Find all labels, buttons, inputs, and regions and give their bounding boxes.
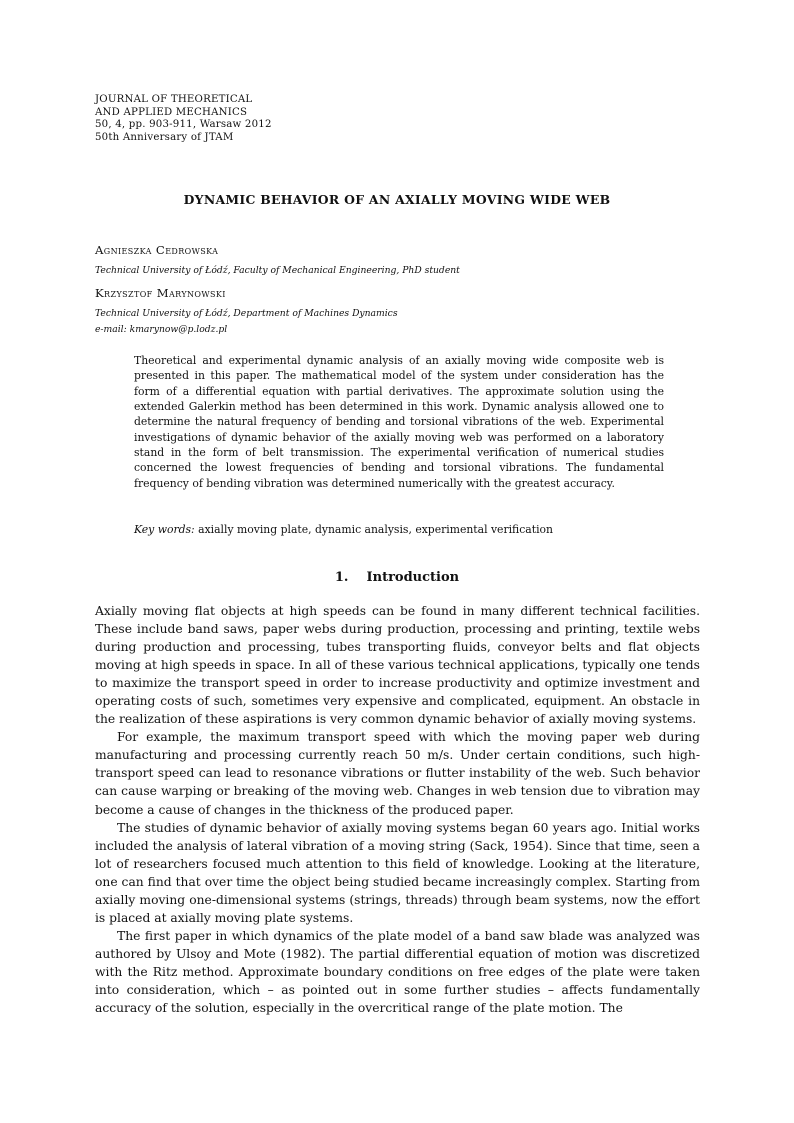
- keywords: [134, 523, 553, 536]
- paragraph-2: For example, the maximum transport speed with which the moving paper web during manufacturing and processing currently reach 50 m/s. Under certain conditions, such high-transport speed can lead to resonance vibrations or flutter instability of the web. Such behavior can cause warping or breaking of the moving web. Changes in web tension due to vibration may become a cause of changes in the thickness of the produced paper.: [95, 730, 700, 817]
- author-affiliation-2: Technical University of Łódź, Department of Machines Dynamics: [95, 308, 398, 319]
- paragraph-3: The studies of dynamic behavior of axially moving systems began 60 years ago. Initial works included the analysis of lateral vibration of a moving string (Sack, 1954). Since that time, seen a lot of researchers focused much attention to this field of knowledge. Looking at the literature, one can find that over time the object being studied became increasingly complex. Starting from axially moving one-dimensional systems (strings, threads) through beam systems, now the effort is placed at axially moving plate systems.: [95, 820, 700, 925]
- paper-title: DYNAMIC BEHAVIOR OF AN AXIALLY MOVING WIDE WEB: [183, 192, 611, 207]
- author-name-2: Krzysztof Marynowski: [95, 286, 226, 300]
- keywords-text: axially moving plate, dynamic analysis, experimental verification: [194, 523, 553, 536]
- keywords-label: Key words:: [134, 523, 195, 536]
- journal-name-line-2: AND APPLIED MECHANICS: [95, 106, 248, 118]
- paragraph-1: Axially moving flat objects at high speeds can be found in many different technical facilities. These include band saws, paper webs during production, processing and printing, textile webs during production and processing, tubes transporting fluids, conveyor belts and flat objects moving at high speeds in space. In all of these various technical applications, typically one tends to maximize the transport speed in order to increase productivity and optimize investment and operating costs of such, sometimes very expensive and complicated, equipment. An obstacle in the realization of these aspirations is very common dynamic behavior of axially moving systems.: [95, 604, 700, 727]
- author-affiliation-1: Technical University of Łódź, Faculty of Mechanical Engineering, PhD student: [95, 265, 460, 276]
- journal-name-line-1: JOURNAL OF THEORETICAL: [95, 94, 253, 105]
- introduction-body: [95, 602, 700, 1017]
- journal-volume-pages: 50, 4, pp. 903-911, Warsaw 2012: [95, 119, 272, 131]
- author-email: e-mail: kmarynow@p.lodz.pl: [95, 324, 228, 335]
- journal-anniversary: 50th Anniversary of JTAM: [95, 131, 234, 143]
- journal-header: [95, 94, 272, 144]
- paragraph-4: The first paper in which dynamics of the plate model of a band saw blade was analyzed was authored by Ulsoy and Mote (1982). The partial differential equation of motion was discretized with the Ritz method. Approximate boundary conditions on free edges of the plate were taken into consideration, which – as pointed out in some further studies – affects fundamentally accuracy of the solution, especially in the overcritical range of the plate motion. The: [95, 928, 700, 1016]
- author-name-1: Agnieszka Cedrowska: [95, 243, 219, 257]
- abstract: Theoretical and experimental dynamic analysis of an axially moving wide composite web is presented in this paper. The mathematical model of the system under consideration has the form of a differential equation with partial derivatives. The approximate solution using the extended Galerkin method has been determined in this work. Dynamic analysis allowed one to determine the natural frequency of bending and torsional vibrations of the web. Experimental investigations of dynamic behavior of the axially moving web was performed on a laboratory stand in the form of belt transmission. The experimental verification of numerical studies concerned the lowest frequencies of bending and torsional vibrations. The fundamental frequency of bending vibration was determined numerically with the greatest accuracy.: [134, 354, 664, 490]
- section-heading-introduction: 1. Introduction: [334, 570, 460, 585]
